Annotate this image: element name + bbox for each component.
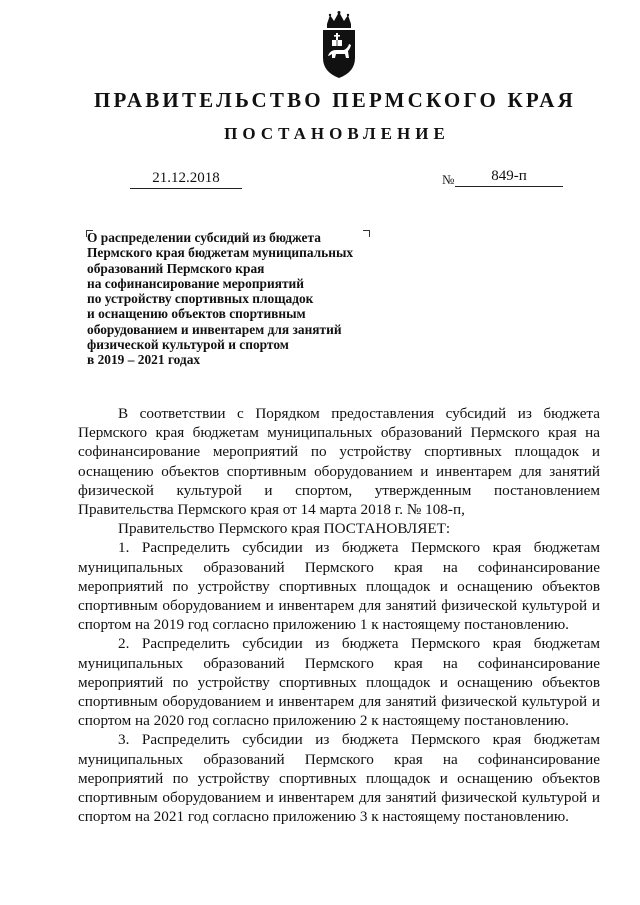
preamble-paragraph: В соответствии с Порядком предоставления субсидий из бюджета Пермского края бюджетам муниципальных образований Пермского края на софинансирование мероприятий по устройству спортивных площадок и оснащению объектов спортивным оборудованием и инвентарем для занятий физической культурой и спортом, утвержденным постановлением Правительства Пермского края от 14 марта 2018 г. № 108-п,	[78, 405, 600, 519]
clause-3-paragraph: 3. Распределить субсидии из бюджета Пермского края бюджетам муниципальных образований Пермского края на софинансирование мероприятий по устройству спортивных площадок и оснащению объектов спортивным оборудованием и инвентарем для занятий физической культурой и спортом на 2021 год согласно приложению 3 к настоящему постановлению.	[78, 731, 600, 826]
document-number: 849-п	[455, 168, 563, 187]
subject-line: Пермского края бюджетам муниципальных	[87, 245, 354, 261]
subject-line: физической культурой и спортом	[87, 337, 289, 353]
document-subject	[87, 230, 417, 368]
clause-1-paragraph: 1. Распределить субсидии из бюджета Пермского края бюджетам муниципальных образований Пермского края на софинансирование мероприятий по устройству спортивных площадок и оснащению объектов спортивным оборудованием и инвентарем для занятий физической культурой и спортом на 2019 год согласно приложению 1 к настоящему постановлению.	[78, 539, 600, 634]
clause-2-paragraph: 2. Распределить субсидии из бюджета Пермского края бюджетам муниципальных образований Пермского края на софинансирование мероприятий по устройству спортивных площадок и оснащению объектов спортивным оборудованием и инвентарем для занятий физической культурой и спортом на 2020 год согласно приложению 2 к настоящему постановлению.	[78, 635, 600, 730]
document-date: 21.12.2018	[130, 170, 242, 189]
government-title: ПРАВИТЕЛЬСТВО ПЕРМСКОГО КРАЯ	[93, 88, 576, 112]
perm-krai-coat-of-arms-icon	[318, 10, 360, 80]
subject-line: на софинансирование мероприятий	[87, 275, 304, 291]
subject-line: по устройству спортивных площадок	[87, 291, 314, 307]
document-body	[78, 404, 600, 826]
subject-line: О распределении субсидий из бюджета	[87, 230, 321, 245]
number-label: №	[442, 172, 455, 187]
resolution-statement: Правительство Пермского края ПОСТАНОВЛЯЕТ:	[118, 520, 451, 538]
subject-line: и оснащению объектов спортивным	[87, 306, 306, 322]
document-type: ПОСТАНОВЛЕНИЕ	[224, 124, 450, 143]
subject-line: оборудованием и инвентарем для занятий	[87, 321, 342, 337]
subject-line: в 2019 – 2021 годах	[87, 352, 201, 368]
subject-line: образований Пермского края	[87, 260, 265, 276]
